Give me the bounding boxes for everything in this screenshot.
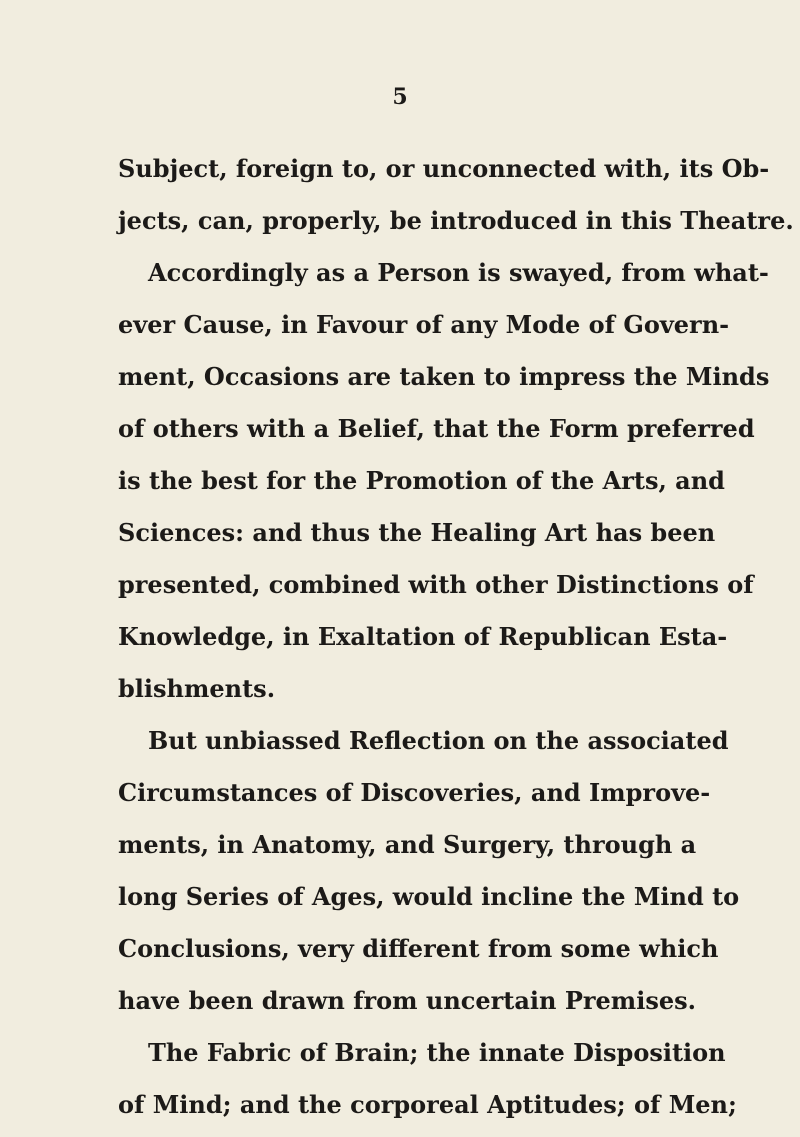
- text-line: ever Cause, in Favour of any Mode of Govern-: [118, 310, 730, 339]
- text-line: of others with a Belief, that the Form preferred: [118, 414, 755, 443]
- body-text: [118, 148, 794, 1136]
- text-line: ments, in Anatomy, and Surgery, through a: [118, 830, 697, 859]
- text-line: Circumstances of Discoveries, and Improve-: [118, 778, 711, 807]
- text-line: blishments.: [118, 674, 276, 703]
- text-line: have been drawn from uncertain Premises.: [118, 986, 696, 1015]
- text-line: Subject, foreign to, or unconnected with, its Ob-: [118, 154, 770, 183]
- text-line: ment, Occasions are taken to impress the Minds: [118, 362, 770, 391]
- page-number: 5: [392, 84, 408, 110]
- text-line: Conclusions, very different from some which: [118, 934, 719, 963]
- text-line: long Series of Ages, would incline the Mind to: [118, 882, 740, 911]
- text-line: The Fabric of Brain; the innate Disposition: [148, 1038, 726, 1067]
- text-line: But unbiassed Reflection on the associated: [148, 726, 729, 755]
- text-line: is the best for the Promotion of the Arts, and: [118, 466, 725, 495]
- text-line: Sciences: and thus the Healing Art has been: [118, 518, 716, 547]
- text-line: of Mind; and the corporeal Aptitudes; of Men;: [118, 1090, 737, 1119]
- text-line: presented, combined with other Distinctions of: [118, 570, 754, 599]
- text-line: Accordingly as a Person is swayed, from what-: [148, 258, 769, 287]
- text-line: jects, can, properly, be introduced in this Theatre.: [118, 206, 794, 235]
- text-line: Knowledge, in Exaltation of Republican Esta-: [118, 622, 728, 651]
